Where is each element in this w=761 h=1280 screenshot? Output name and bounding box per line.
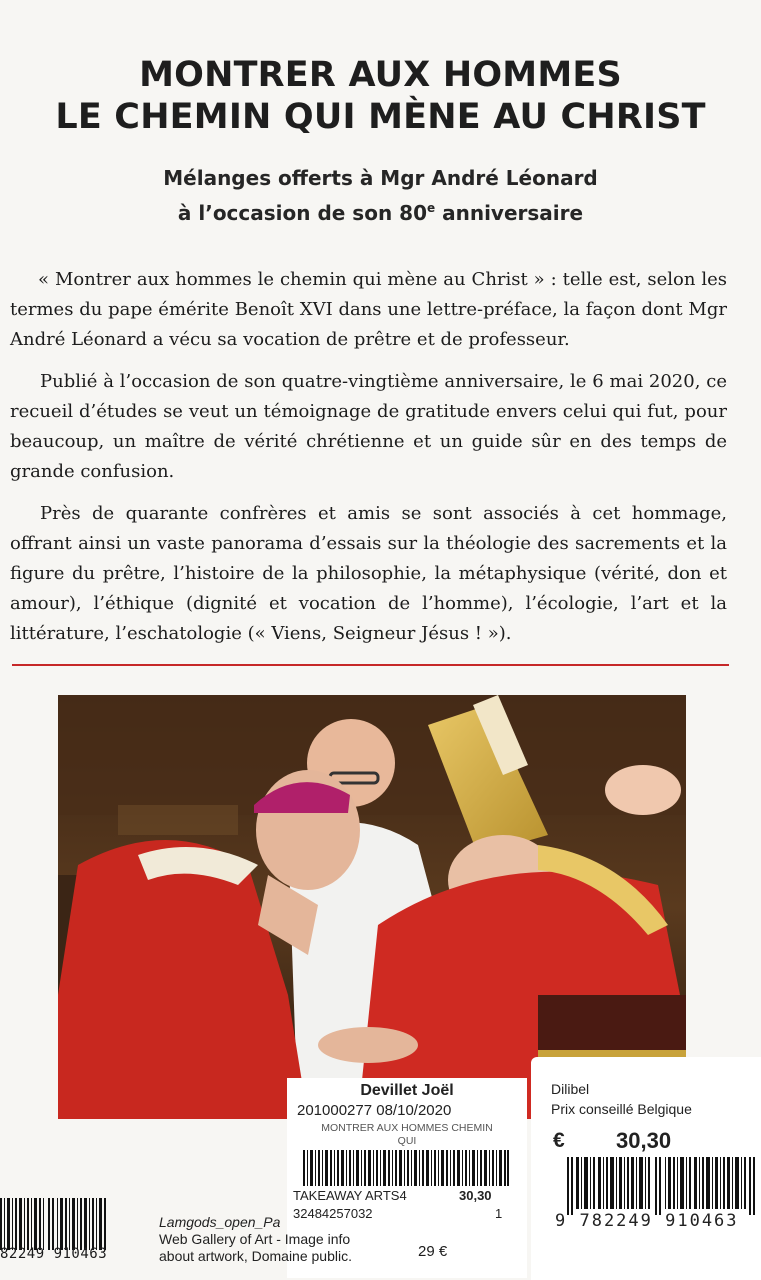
- price-value: 30,30: [616, 1128, 672, 1153]
- euro-symbol: €: [553, 1129, 565, 1152]
- red-divider: [12, 664, 729, 666]
- distributor-price-label: [531, 1057, 761, 1280]
- subtitle-line-2-prefix: à l’occasion de son 80: [177, 201, 427, 225]
- store-code: 32484257032: [293, 1206, 373, 1221]
- isbn-barcode: [567, 1157, 755, 1215]
- subtitle-ordinal: e: [427, 201, 436, 215]
- credit-source: Web Gallery of Art - Image info: [159, 1231, 351, 1247]
- distributor-name: Dilibel: [551, 1081, 590, 1097]
- book-subtitle: [0, 163, 761, 228]
- credit-filename: Lamgods_open_Pa: [159, 1214, 281, 1230]
- blurb: [10, 265, 727, 661]
- order-ref-date: 201000277 08/10/2020: [297, 1102, 452, 1119]
- price-note: Prix conseillé Belgique: [551, 1101, 692, 1117]
- credit-license: about artwork, Domaine public.: [159, 1248, 352, 1264]
- blurb-paragraph-1: « Montrer aux hommes le chemin qui mène au Christ » : telle est, selon les termes du pape émérite Benoît XVI dans une lettre-préface, la façon dont Mgr André Léonard a vécu sa vocation de prêtre et de professeur.: [10, 269, 727, 350]
- label-book-title-line-2: QUI: [397, 1135, 417, 1147]
- title-line-2: LE CHEMIN QUI MÈNE AU CHRIST: [55, 97, 706, 137]
- isbn-digits: 9 782249 910463: [555, 1211, 739, 1231]
- blurb-paragraph-3: Près de quarante confrères et amis se sont associés à cet hommage, offrant ainsi un vaste panorama d’essais sur la théologie des sacrements et la figure du prêtre, l’histoire de la philosophie, la métaphysique (vérité, don et amour), l’éthique (dignité et vocation de l’homme), l’écologie, l’art et la littérature, l’eschatologie (« Viens, Seigneur Jésus ! »).: [10, 503, 727, 644]
- store-price: 30,30: [459, 1188, 492, 1203]
- book-title: [0, 54, 761, 138]
- title-line-1: MONTRER AUX HOMMES: [139, 55, 622, 95]
- subtitle-line-1: Mélanges offerts à Mgr André Léonard: [163, 166, 598, 190]
- customer-name: Devillet Joël: [360, 1082, 454, 1099]
- cover-barcode-digits: 82249 910463: [0, 1246, 108, 1262]
- blurb-paragraph-2: Publié à l’occasion de son quatre-vingtième anniversaire, le 6 mai 2020, ce recueil d’études se veut un témoignage de gratitude envers celui qui fut, pour beaucoup, un maître de vérité chrétienne et un guide sûr en des temps de grande confusion.: [10, 371, 727, 482]
- photo-credit: [159, 1214, 352, 1265]
- label-barcode: [303, 1150, 509, 1186]
- subtitle-line-2-suffix: anniversaire: [435, 201, 584, 225]
- cover-photo: [58, 695, 686, 1119]
- label-book-title-line-1: MONTRER AUX HOMMES CHEMIN: [321, 1122, 493, 1134]
- subtitle-line-2: [0, 193, 761, 228]
- ceremony-illustration: [58, 695, 686, 1119]
- printed-price: 29 €: [418, 1243, 448, 1260]
- cover-barcode: [0, 1198, 108, 1250]
- quantity: 1: [495, 1206, 503, 1221]
- store-name: TAKEAWAY ARTS4: [293, 1188, 407, 1203]
- label-book-title: [287, 1122, 527, 1148]
